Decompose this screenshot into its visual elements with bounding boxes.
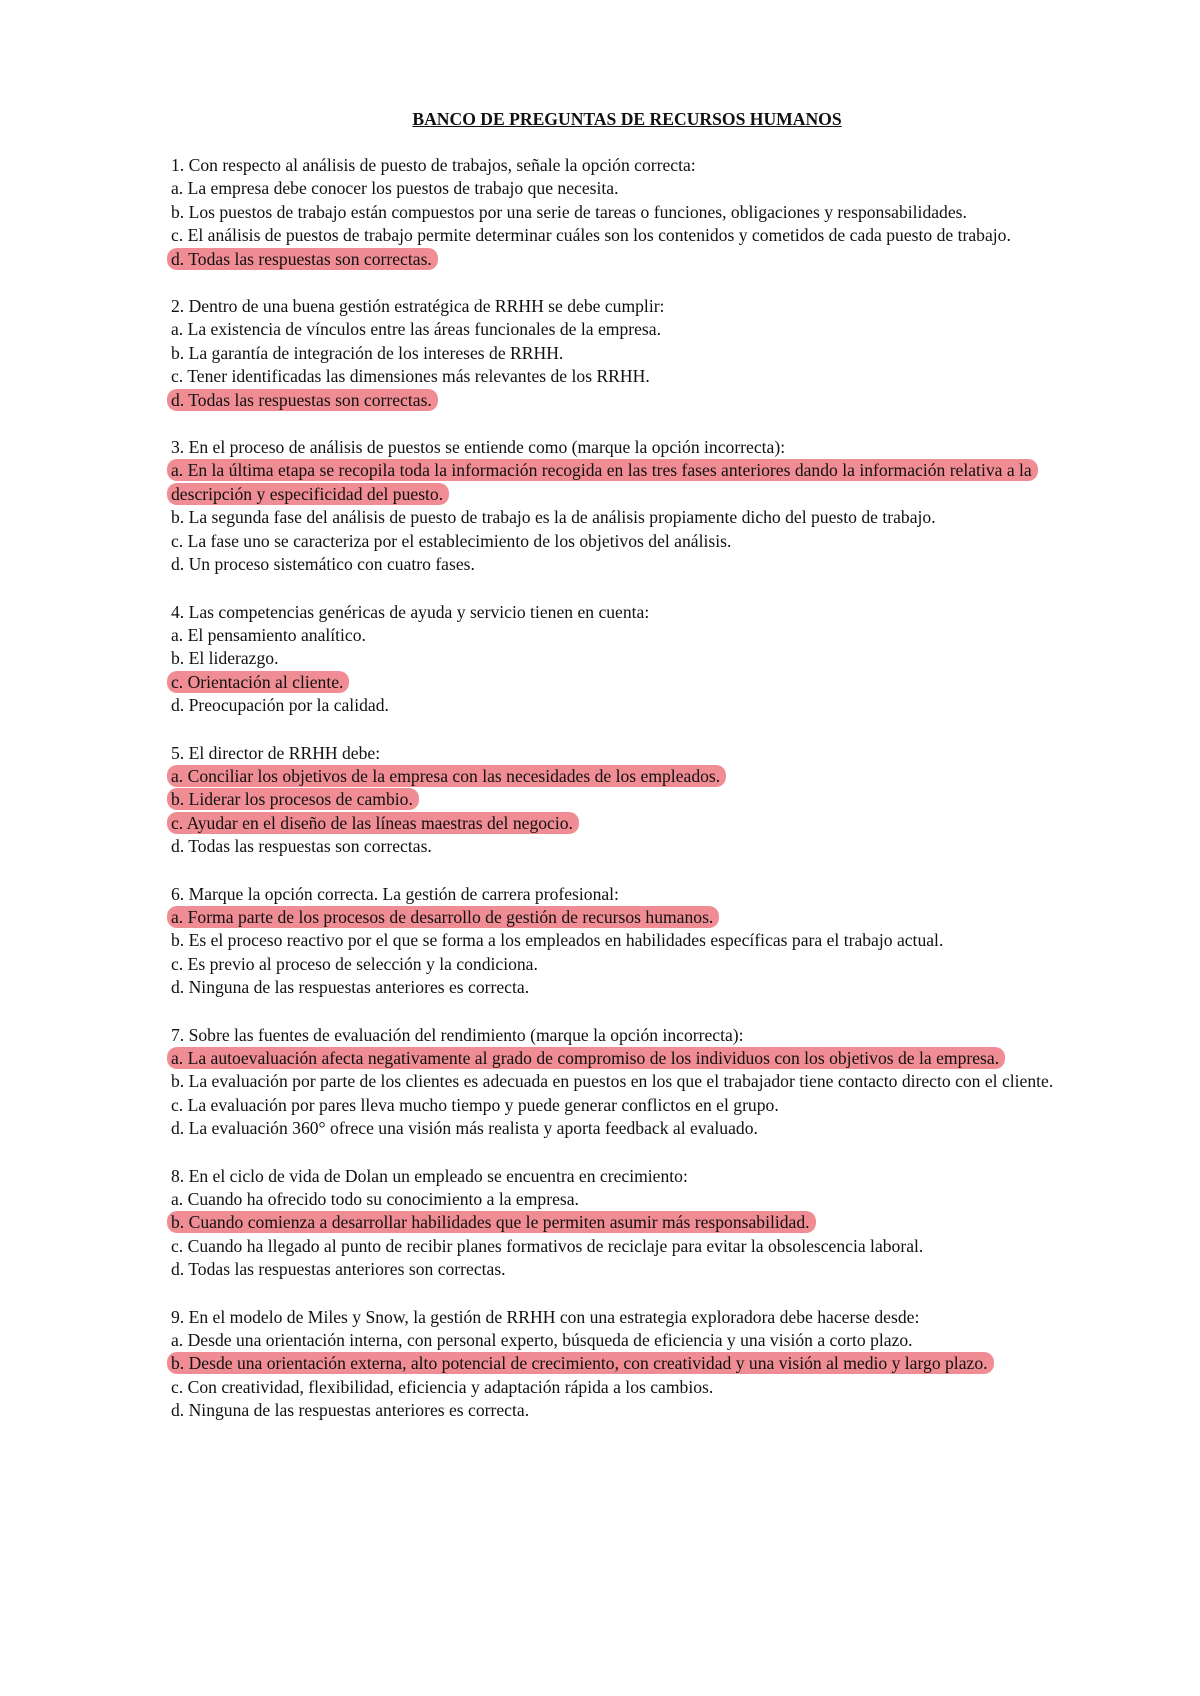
answer-option-text: b. Desde una orientación externa, alto potencial de crecimiento, con creatividad y una visión al medio y largo plazo. bbox=[167, 1352, 994, 1374]
question-text: 9. En el modelo de Miles y Snow, la gestión de RRHH con una estrategia exploradora debe hacerse desde: bbox=[171, 1306, 920, 1327]
answer-option-text: b. Cuando comienza a desarrollar habilidades que le permiten asumir más responsabilidad. bbox=[167, 1211, 816, 1233]
answer-option-text: a. Cuando ha ofrecido todo su conocimiento a la empresa. bbox=[171, 1189, 579, 1210]
question-text: 4. Las competencias genéricas de ayuda y servicio tienen en cuenta: bbox=[171, 601, 650, 622]
answer-option-text: d. La evaluación 360° ofrece una visión más realista y aporta feedback al evaluado. bbox=[171, 1118, 758, 1139]
answer-option bbox=[171, 624, 1083, 647]
answer-option-text: b. Liderar los procesos de cambio. bbox=[167, 788, 419, 810]
question-block bbox=[171, 154, 1083, 271]
answer-option bbox=[171, 201, 1083, 224]
answer-option bbox=[171, 1258, 1083, 1281]
question-block bbox=[171, 1165, 1083, 1282]
answer-option-text: c. La fase uno se caracteriza por el establecimiento de los objetivos del análisis. bbox=[171, 530, 732, 551]
question-text: 2. Dentro de una buena gestión estratégica de RRHH se debe cumplir: bbox=[171, 296, 665, 317]
answer-option bbox=[171, 506, 1083, 529]
answer-option bbox=[171, 318, 1083, 341]
answer-option-text: d. Todas las respuestas son correctas. bbox=[167, 248, 438, 270]
answer-option-text: a. Forma parte de los procesos de desarrollo de gestión de recursos humanos. bbox=[167, 906, 719, 928]
answer-option-text: a. En la última etapa se recopila toda la información recogida en las tres fases anteriores dando la información relativa a la descripción y especificidad del puesto. bbox=[167, 459, 1038, 504]
answer-option-text: b. Los puestos de trabajo están compuestos por una serie de tareas o funciones, obligaciones y responsabilidades. bbox=[171, 201, 967, 222]
answer-option-text: c. Tener identificadas las dimensiones más relevantes de los RRHH. bbox=[171, 366, 650, 387]
answer-option-text: b. Es el proceso reactivo por el que se forma a los empleados en habilidades específicas para el trabajo actual. bbox=[171, 930, 944, 951]
answer-option-text: d. Preocupación por la calidad. bbox=[171, 695, 389, 716]
answer-option-text: a. La existencia de vínculos entre las áreas funcionales de la empresa. bbox=[171, 319, 661, 340]
question-block bbox=[171, 883, 1083, 1000]
question-list bbox=[171, 154, 1083, 1423]
answer-option bbox=[171, 1399, 1083, 1422]
answer-option-text: c. La evaluación por pares lleva mucho tiempo y puede generar conflictos en el grupo. bbox=[171, 1094, 779, 1115]
highlighted-answer-option bbox=[171, 906, 1083, 929]
highlighted-answer-option bbox=[171, 1047, 1083, 1070]
answer-option-text: c. El análisis de puestos de trabajo permite determinar cuáles son los contenidos y cometidos de cada puesto de trabajo. bbox=[171, 225, 1011, 246]
answer-option bbox=[171, 929, 1083, 952]
question-text: 1. Con respecto al análisis de puesto de trabajos, señale la opción correcta: bbox=[171, 155, 696, 175]
highlighted-answer-option bbox=[171, 459, 1083, 506]
answer-option bbox=[171, 976, 1083, 999]
answer-option-text: c. Es previo al proceso de selección y la condiciona. bbox=[171, 953, 538, 974]
answer-option-text: b. La evaluación por parte de los clientes es adecuada en puestos en los que el trabajador tiene contacto directo con el cliente. bbox=[171, 1071, 1054, 1092]
highlighted-answer-option bbox=[171, 812, 1083, 835]
question-block bbox=[171, 295, 1083, 412]
answer-option bbox=[171, 1070, 1083, 1093]
answer-option bbox=[171, 1329, 1083, 1352]
answer-option-text: c. Cuando ha llegado al punto de recibir planes formativos de reciclaje para evitar la obsolescencia laboral. bbox=[171, 1235, 924, 1256]
highlighted-answer-option bbox=[171, 788, 1083, 811]
question-block bbox=[171, 742, 1083, 859]
answer-option-text: d. Un proceso sistemático con cuatro fases. bbox=[171, 554, 475, 575]
document-title: BANCO DE PREGUNTAS DE RECURSOS HUMANOS bbox=[412, 109, 842, 129]
answer-option-text: a. Conciliar los objetivos de la empresa con las necesidades de los empleados. bbox=[167, 765, 726, 787]
answer-option-text: b. La garantía de integración de los intereses de RRHH. bbox=[171, 342, 564, 363]
answer-option bbox=[171, 342, 1083, 365]
highlighted-answer-option bbox=[171, 1211, 1083, 1234]
answer-option-text: b. El liderazgo. bbox=[171, 648, 279, 669]
question-block bbox=[171, 601, 1083, 718]
question-block bbox=[171, 436, 1083, 576]
answer-option-text: c. Ayudar en el diseño de las líneas maestras del negocio. bbox=[167, 812, 579, 834]
answer-option-text: a. Desde una orientación interna, con personal experto, búsqueda de eficiencia y una visión a corto plazo. bbox=[171, 1330, 913, 1351]
answer-option-text: d. Ninguna de las respuestas anteriores es correcta. bbox=[171, 977, 530, 998]
answer-option-text: d. Ninguna de las respuestas anteriores es correcta. bbox=[171, 1400, 530, 1421]
question-text: 3. En el proceso de análisis de puestos se entiende como (marque la opción incorrecta): bbox=[171, 437, 786, 458]
answer-option-text: a. El pensamiento analítico. bbox=[171, 624, 366, 645]
answer-option-text: c. Orientación al cliente. bbox=[167, 671, 349, 693]
answer-option bbox=[171, 530, 1083, 553]
answer-option bbox=[171, 1376, 1083, 1399]
answer-option-text: d. Todas las respuestas anteriores son correctas. bbox=[171, 1259, 506, 1280]
answer-option bbox=[171, 553, 1083, 576]
answer-option bbox=[171, 953, 1083, 976]
question-text: 8. En el ciclo de vida de Dolan un empleado se encuentra en crecimiento: bbox=[171, 1165, 688, 1186]
answer-option bbox=[171, 1117, 1083, 1140]
answer-option bbox=[171, 365, 1083, 388]
answer-option bbox=[171, 647, 1083, 670]
question-text: 6. Marque la opción correcta. La gestión de carrera profesional: bbox=[171, 883, 619, 904]
answer-option bbox=[171, 1235, 1083, 1258]
answer-option-text: c. Con creatividad, flexibilidad, eficiencia y adaptación rápida a los cambios. bbox=[171, 1376, 714, 1397]
highlighted-answer-option bbox=[171, 248, 1083, 271]
document-page bbox=[171, 108, 1083, 1447]
question-block bbox=[171, 1024, 1083, 1141]
answer-option bbox=[171, 835, 1083, 858]
question-text: 7. Sobre las fuentes de evaluación del rendimiento (marque la opción incorrecta): bbox=[171, 1024, 744, 1045]
answer-option-text: b. La segunda fase del análisis de puesto de trabajo es la de análisis propiamente dicho del puesto de trabajo. bbox=[171, 507, 936, 528]
answer-option-text: d. Todas las respuestas son correctas. bbox=[167, 389, 438, 411]
question-text: 5. El director de RRHH debe: bbox=[171, 742, 381, 763]
answer-option bbox=[171, 1188, 1083, 1211]
answer-option bbox=[171, 1094, 1083, 1117]
answer-option bbox=[171, 177, 1083, 200]
highlighted-answer-option bbox=[171, 765, 1083, 788]
answer-option-text: d. Todas las respuestas son correctas. bbox=[171, 836, 432, 857]
answer-option bbox=[171, 224, 1083, 247]
highlighted-answer-option bbox=[171, 389, 1083, 412]
answer-option bbox=[171, 694, 1083, 717]
answer-option-text: a. La empresa debe conocer los puestos de trabajo que necesita. bbox=[171, 178, 619, 199]
question-block bbox=[171, 1306, 1083, 1423]
answer-option-text: a. La autoevaluación afecta negativamente al grado de compromiso de los individuos con los objetivos de la empresa. bbox=[167, 1047, 1005, 1069]
highlighted-answer-option bbox=[171, 1352, 1083, 1375]
highlighted-answer-option bbox=[171, 671, 1083, 694]
